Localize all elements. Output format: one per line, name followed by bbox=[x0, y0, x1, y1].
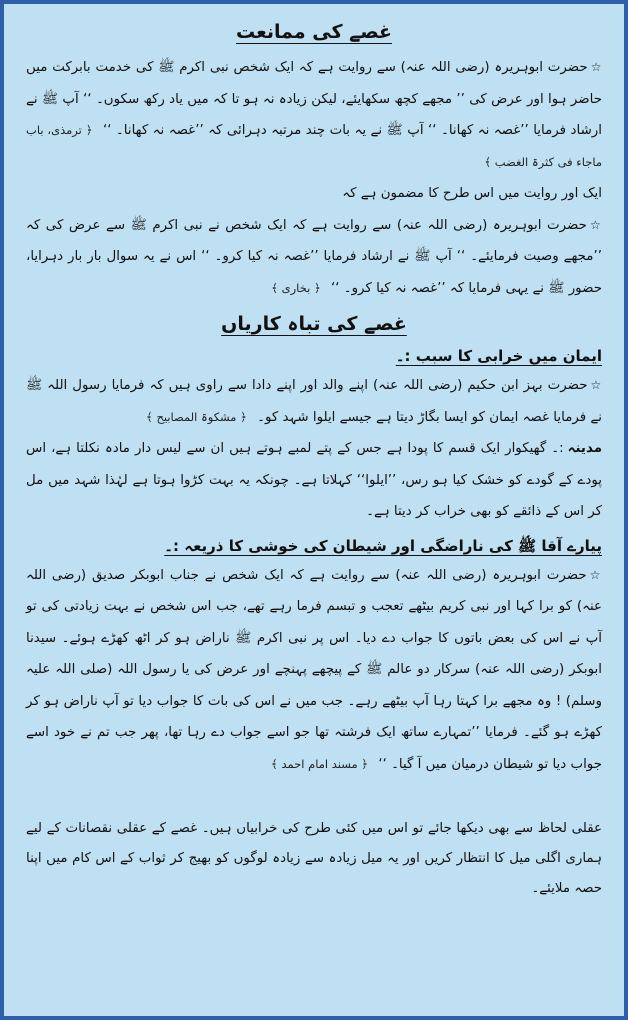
hadith-3-reference: ﴿ مشکوۃ المصابیح ﴾ bbox=[146, 409, 247, 424]
note-text: :۔ گھیکوار ایک قسم کا پودا ہے جس کے پتے لمبے ہوتے ہیں ان سے لیس دار مادہ نکلتا ہے، اس پودے کے گودے کو خشک کیا ہو رس، ’’ایلوا‘‘ کہلاتا ہے۔ چونکہ یہ بہت کڑوا ہوتا ہے لہٰذا شہد میں مل کر اس کے ذائقے کو بھی خراب کر دیتا ہے۔ bbox=[26, 441, 602, 519]
star-icon: ☆ bbox=[590, 378, 603, 392]
closing-note: عقلی لحاظ سے بھی دیکھا جائے تو اس میں کئی طرح کی خرابیاں ہیں۔ غصے کے عقلی نقصانات کے لیے ہماری اگلی میل کا انتظار کریں اور یہ میل زیادہ سے زیادہ لوگوں کو بھیج کر ثواب کے اس کام میں اپنا حصہ ملایئے۔ bbox=[26, 821, 602, 896]
hadith-2-text: حضرت ابوہریرہ (رضی اللہ عنہ) سے روایت ہے کہ ایک شخص نے نبی اکرم ﷺ سے عرض کی کہ ’’مجھے وصیت فرمایئے۔ ‘‘ آپ ﷺ نے ارشاد فرمایا ’’غصہ نہ کیا کرو۔ ‘‘ اس نے یہ سوال بار بار دہرایا، حضور ﷺ نے یہی فرمایا کہ ’’غصہ نہ کیا کرو۔ ‘‘ bbox=[26, 217, 602, 296]
star-icon: ☆ bbox=[589, 217, 602, 232]
hadith-3-text: حضرت بہز ابن حکیم (رضی اللہ عنہ) اپنے والد اور اپنے دادا سے راوی ہیں کہ فرمایا رسول اللہ ﷺ نے فرمایا غصہ ایمان کو ایسا بگاڑ دیتا ہے جیسے ایلوا شہد کو۔ bbox=[26, 378, 602, 425]
star-icon: ☆ bbox=[590, 60, 602, 74]
title-main: غصے کی ممانعت bbox=[236, 21, 392, 43]
hadith-1 bbox=[26, 52, 602, 178]
note-tag: مدینہ bbox=[567, 441, 602, 456]
hadith-4-text: حضرت ابوہریرہ (رضی اللہ عنہ) سے روایت ہے کہ ایک شخص نے جناب ابوبکر صدیق (رضی اللہ عنہ) کو برا کہا اور نبی کریم بیٹھے تعجب و تبسم فرما رہے تھے، جب اس شخص نے بہت زیادتی کی تو آپ نے اس کی بعض باتوں کا جواب دے دیا۔ اس پر نبی اکرم ﷺ ناراض ہو کر اٹھ کھڑے ہوئے۔ سیدنا ابوبکر (رضی اللہ عنہ) سرکار دو عالم ﷺ کے پیچھے پہنچے اور عرض کی یا رسول اللہ (صلی اللہ علیہ وسلم) ! وہ مجھے برا کہتا رہا آپ بیٹھے رہے۔ جب میں نے اس کی بات کا جواب دیا تو آپ ناراض ہو کر کھڑے ہو گئے۔ فرمایا ’’تمہارے ساتھ ایک فرشتہ تھا جو اسے جواب دے رہا تھا، پھر جب تم نے خود اسے جواب دیا تو شیطان درمیان میں آ گیا۔ ‘‘ bbox=[26, 567, 602, 772]
hadith-2-reference: ﴿ بخاری ﴾ bbox=[271, 280, 321, 295]
heading-faith: ایمان میں خرابی کا سبب :۔ bbox=[395, 347, 602, 365]
explanatory-note bbox=[26, 433, 602, 528]
hadith-4 bbox=[26, 560, 602, 781]
spacer bbox=[26, 780, 602, 802]
hadith-4-reference: ﴿ مسند امام احمد ﴾ bbox=[271, 756, 369, 771]
narration-intro: ایک اور روایت میں اس طرح کا مضمون ہے کہ bbox=[342, 186, 602, 201]
title-second: غصے کی تباہ کاریاں bbox=[221, 313, 407, 335]
document-page bbox=[4, 4, 624, 1016]
heading-displeasure: پیارے آقا ﷺ کی ناراضگی اور شیطان کی خوشی کا ذریعہ :۔ bbox=[164, 536, 602, 555]
star-icon: ☆ bbox=[589, 567, 602, 582]
hadith-2 bbox=[26, 210, 602, 305]
hadith-1-text: حضرت ابوہریرہ (رضی اللہ عنہ) سے روایت ہے کہ ایک شخص نبی اکرم ﷺ کی خدمت بابرکت میں حاضر ہوا اور عرض کی ’’ مجھے کچھ سکھایئے، لیکن زیادہ نہ ہو تا کہ میں یاد رکھ سکوں۔ ‘‘ آپ ﷺ نے ارشاد فرمایا ’’غصہ نہ کھانا۔ ‘‘ آپ ﷺ نے یہ بات چند مرتبہ دہرائی کہ ’’غصہ نہ کھانا۔ ‘‘ bbox=[26, 60, 602, 138]
hadith-1-reference: ﴿ ترمذی، باب ماجاء فی کثرۃ الغضب ﴾ bbox=[26, 123, 602, 169]
hadith-3 bbox=[26, 370, 602, 433]
